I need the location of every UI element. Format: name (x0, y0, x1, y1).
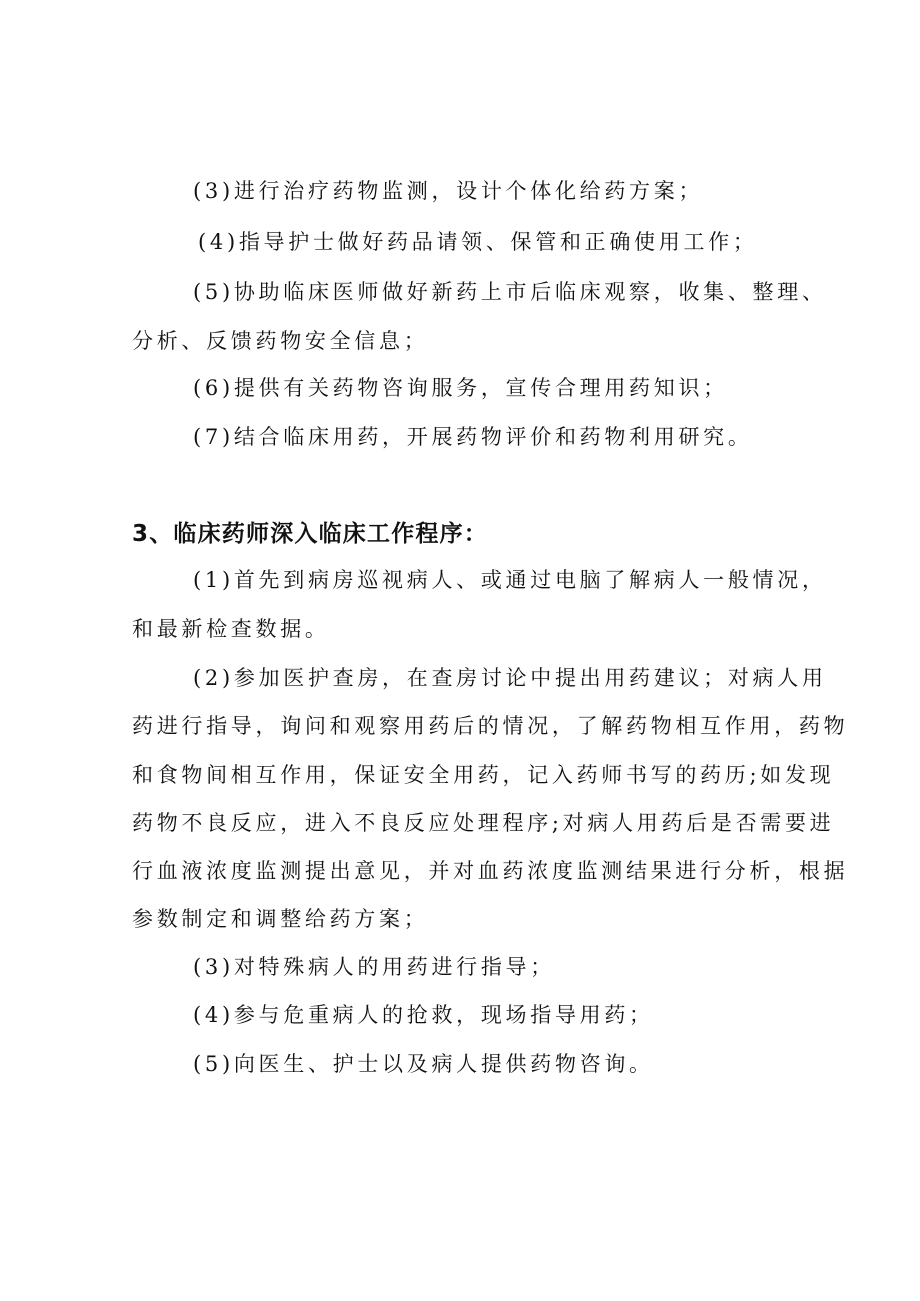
item-5-continuation: 分析、反馈药物安全信息； (132, 329, 429, 353)
item-6-drug-consultation: (6)提供有关药物咨询服务，宣传合理用药知识； (193, 376, 728, 400)
item-4-nurse-guidance: (4)指导护士做好药品请领、保管和正确使用工作； (198, 230, 758, 254)
workflow-item-2-rounds: (2)参加医护查房，在查房讨论中提出用药建议；对病人用 (193, 666, 827, 690)
workflow-item-1-continuation: 和最新检查数据。 (132, 617, 330, 641)
workflow-item-1-ward-round: (1)首先到病房巡视病人、或通过电脑了解病人一般情况， (193, 568, 827, 592)
workflow-item-4-emergency: (4)参与危重病人的抢救，现场指导用药； (193, 1003, 654, 1027)
item-5-new-drug-observation: (5)协助临床医师做好新药上市后临床观察，收集、整理、 (193, 280, 827, 304)
workflow-item-2-line-2: 药进行指导，询问和观察用药后的情况，了解药物相互作用，药物 (132, 714, 849, 738)
item-3-therapeutic-monitoring: (3)进行治疗药物监测，设计个体化给药方案； (193, 179, 704, 203)
workflow-item-2-line-5: 行血液浓度监测提出意见，并对血药浓度监测结果进行分析，根据 (132, 859, 849, 883)
workflow-item-5-consultation: (5)向医生、护士以及病人提供药物咨询。 (193, 1052, 654, 1076)
item-7-drug-evaluation: (7)结合临床用药，开展药物评价和药物利用研究。 (193, 425, 753, 449)
workflow-item-2-line-6: 参数制定和调整给药方案； (132, 907, 429, 931)
workflow-item-2-line-4: 药物不良反应，进入不良反应处理程序;对病人用药后是否需要进 (132, 811, 835, 835)
section-heading-clinical-workflow: 3、临床药师深入临床工作程序： (132, 521, 489, 547)
workflow-item-3-special-patients: (3)对特殊病人的用药进行指导； (193, 955, 555, 979)
workflow-item-2-line-3: 和食物间相互作用，保证安全用药，记入药师书写的药历;如发现 (132, 763, 835, 787)
